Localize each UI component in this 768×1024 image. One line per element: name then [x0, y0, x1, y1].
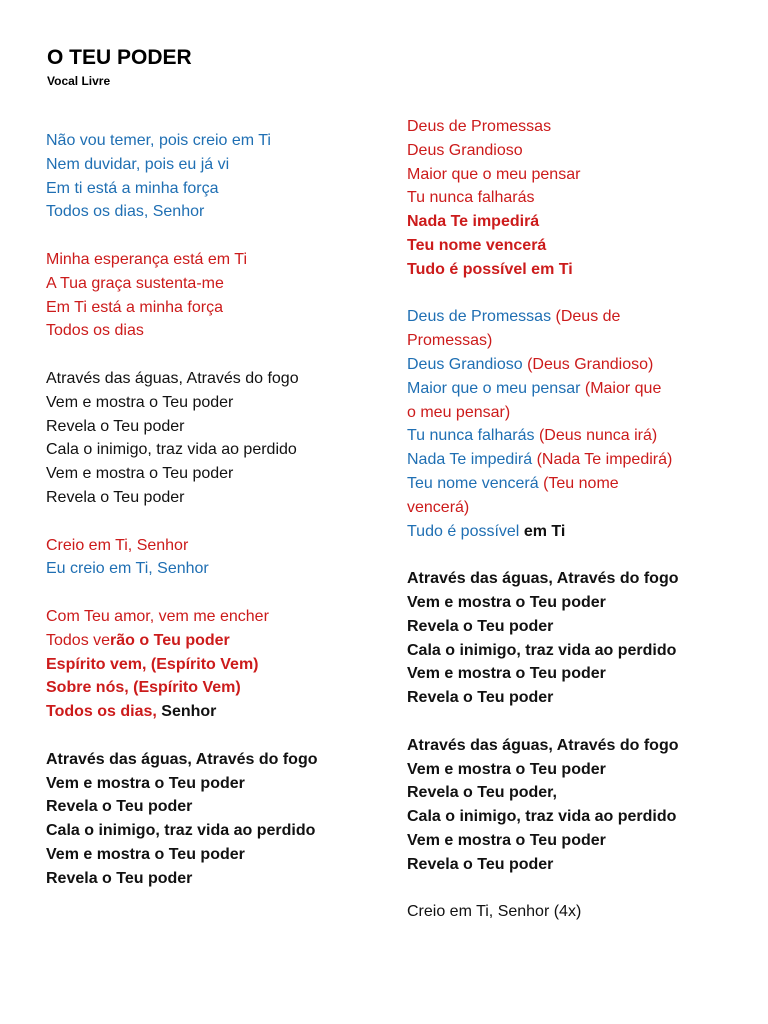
lyric-line [407, 472, 752, 496]
lyric-line [407, 210, 752, 234]
lyric-line [46, 629, 391, 653]
lyric-segment: Nada Te impedirá [407, 213, 540, 231]
lyric-segment: Deus Grandioso [407, 355, 528, 373]
lyric-line [407, 734, 752, 758]
lyric-line [46, 605, 391, 629]
lyric-line [407, 329, 752, 353]
artist-name: Vocal Livre [47, 74, 111, 88]
lyric-line [46, 200, 391, 224]
lyric-segment: Teu nome vencerá [407, 236, 547, 254]
lyric-segment: Vem e mostra o Teu poder [407, 665, 606, 683]
lyric-line [407, 853, 752, 877]
lyric-segment: Cala o inimigo, traz vida ao perdido [46, 441, 297, 459]
lyric-segment: Vem e mostra o Teu poder [407, 760, 606, 778]
song-title: O TEU PODER [47, 46, 192, 69]
lyric-segment: Vem e mostra o Teu poder [46, 393, 234, 411]
lyric-segment: Sobre nós, (Espírito Vem) [46, 679, 241, 697]
lyric-segment: Revela o Teu poder [407, 855, 554, 873]
lyric-segment: Nem duvidar, pois eu já vi [46, 155, 230, 173]
lyric-line [46, 534, 391, 558]
lyric-line [407, 805, 752, 829]
lyric-line [46, 296, 391, 320]
lyric-line [46, 415, 391, 439]
lyric-line [407, 829, 752, 853]
stanza-break [46, 510, 391, 534]
lyric-segment: Revela o Teu poder [46, 417, 185, 435]
lyric-segment: Deus de Promessas [407, 118, 552, 135]
lyric-segment: o meu pensar) [407, 403, 511, 421]
lyric-line [407, 258, 752, 282]
lyric-segment: Maior que o meu pensar [407, 165, 581, 183]
lyric-segment: em Ti [523, 522, 566, 540]
stanza-break [407, 282, 752, 306]
lyric-line [407, 496, 752, 520]
stanza-break [407, 543, 752, 567]
stanza-break [46, 343, 391, 367]
lyric-line [46, 819, 391, 843]
lyric-segment: rão o Teu poder [110, 631, 230, 649]
lyric-segment: (Deus Grandioso) [527, 355, 654, 373]
lyric-segment: Cala o inimigo, traz vida ao perdido [407, 641, 677, 659]
lyric-segment: Através das águas, Através do fogo [46, 750, 318, 768]
lyric-segment: Nada Te impedirá [407, 451, 537, 469]
lyric-line [407, 234, 752, 258]
stanza-break [46, 581, 391, 605]
lyric-line [407, 520, 752, 544]
lyric-segment: Revela o Teu poder, [407, 784, 557, 802]
lyric-segment: Deus de Promessas [407, 308, 556, 326]
lyric-segment: Cala o inimigo, traz vida ao perdido [407, 808, 677, 826]
lyric-line [407, 686, 752, 710]
stanza-break [407, 710, 752, 734]
lyric-segment: Vem e mostra o Teu poder [407, 831, 606, 849]
lyric-segment: Revela o Teu poder [46, 488, 185, 506]
lyric-line [46, 843, 391, 867]
lyric-line [407, 377, 752, 401]
lyrics-column-right [407, 115, 752, 924]
lyric-line [46, 153, 391, 177]
lyric-line [407, 615, 752, 639]
lyric-line [46, 177, 391, 201]
lyric-line [407, 424, 752, 448]
lyric-segment: Revela o Teu poder [407, 689, 554, 707]
lyric-segment: Através das águas, Através do fogo [407, 736, 679, 754]
lyric-line [46, 391, 391, 415]
lyric-segment: (Maior que [584, 379, 662, 397]
lyric-segment: Vem e mostra o Teu poder [46, 774, 245, 792]
lyric-line [407, 758, 752, 782]
lyric-line [407, 448, 752, 472]
lyric-segment: Em Ti está a minha força [46, 298, 223, 316]
lyric-segment: vencerá) [407, 498, 470, 516]
lyric-segment: Todos os dias, Senhor [46, 203, 205, 221]
lyrics-column-left [46, 129, 391, 891]
lyric-segment: Minha esperança está em Ti [46, 250, 247, 268]
lyric-line [46, 272, 391, 296]
lyric-segment: Tu nunca falharás [407, 427, 539, 445]
lyric-line [407, 186, 752, 210]
lyric-segment: Não vou temer, pois creio em Ti [46, 132, 271, 149]
lyric-segment: (Teu nome [543, 474, 619, 492]
lyric-line [407, 662, 752, 686]
lyric-line [407, 639, 752, 663]
lyric-segment: Revela o Teu poder [46, 798, 193, 816]
lyric-segment: Revela o Teu poder [407, 617, 554, 635]
lyric-segment: Revela o Teu poder [46, 869, 193, 887]
lyric-segment: Deus Grandioso [407, 141, 523, 159]
lyric-line [46, 653, 391, 677]
lyric-segment: Teu nome vencerá [407, 474, 544, 492]
lyric-segment: Vem e mostra o Teu poder [46, 465, 234, 483]
lyric-segment: Creio em Ti, Senhor (4x) [407, 903, 582, 921]
lyric-segment: Todos ve [46, 631, 111, 649]
stanza-break [46, 224, 391, 248]
lyric-segment: (Deus de [555, 308, 621, 326]
lyric-line [407, 401, 752, 425]
lyric-segment: Todos os dias [46, 322, 144, 340]
lyric-line [46, 367, 391, 391]
lyric-segment: A Tua graça sustenta-me [46, 274, 224, 292]
lyric-segment: Maior que o meu pensar [407, 379, 585, 397]
lyric-line [46, 867, 391, 891]
lyric-line [46, 748, 391, 772]
stanza-break [407, 877, 752, 901]
lyric-line [46, 700, 391, 724]
lyric-segment: Tudo é possível [407, 522, 524, 540]
lyric-line [46, 557, 391, 581]
lyric-segment: Vem e mostra o Teu poder [407, 593, 606, 611]
lyric-segment: (Nada Te impedirá) [536, 451, 673, 469]
lyric-segment: Com Teu amor, vem me encher [46, 607, 269, 625]
lyric-line [407, 139, 752, 163]
lyric-segment: Promessas) [407, 332, 493, 350]
lyric-line [46, 676, 391, 700]
lyric-line [407, 567, 752, 591]
lyric-segment: Tudo é possível em Ti [407, 260, 573, 278]
lyric-line [46, 129, 391, 153]
lyric-line [46, 486, 391, 510]
lyric-line [407, 781, 752, 805]
lyric-line [46, 795, 391, 819]
lyric-line [407, 353, 752, 377]
lyric-segment: Creio em Ti, Senhor [46, 536, 189, 554]
lyric-line [407, 115, 752, 139]
lyric-segment: Senhor [161, 703, 217, 721]
lyric-segment: Todos os dias, [46, 703, 162, 721]
lyric-segment: Através das águas, Através do fogo [46, 369, 299, 387]
stanza-break [46, 724, 391, 748]
lyric-line [407, 163, 752, 187]
lyric-line [46, 462, 391, 486]
lyric-line [46, 772, 391, 796]
lyric-segment: Através das águas, Através do fogo [407, 570, 679, 588]
lyric-segment: Cala o inimigo, traz vida ao perdido [46, 822, 316, 840]
lyric-segment: Tu nunca falharás [407, 189, 535, 207]
lyric-line [407, 305, 752, 329]
lyric-segment: Em ti está a minha força [46, 179, 219, 197]
lyric-line [46, 248, 391, 272]
lyric-segment: (Deus nunca irá) [538, 427, 658, 445]
lyric-segment: Espírito vem, (Espírito Vem) [46, 655, 259, 673]
lyric-line [46, 438, 391, 462]
lyric-line [407, 900, 752, 924]
lyric-segment: Eu creio em Ti, Senhor [46, 560, 209, 578]
lyric-line [407, 591, 752, 615]
lyric-line [46, 319, 391, 343]
lyric-segment: Vem e mostra o Teu poder [46, 845, 245, 863]
